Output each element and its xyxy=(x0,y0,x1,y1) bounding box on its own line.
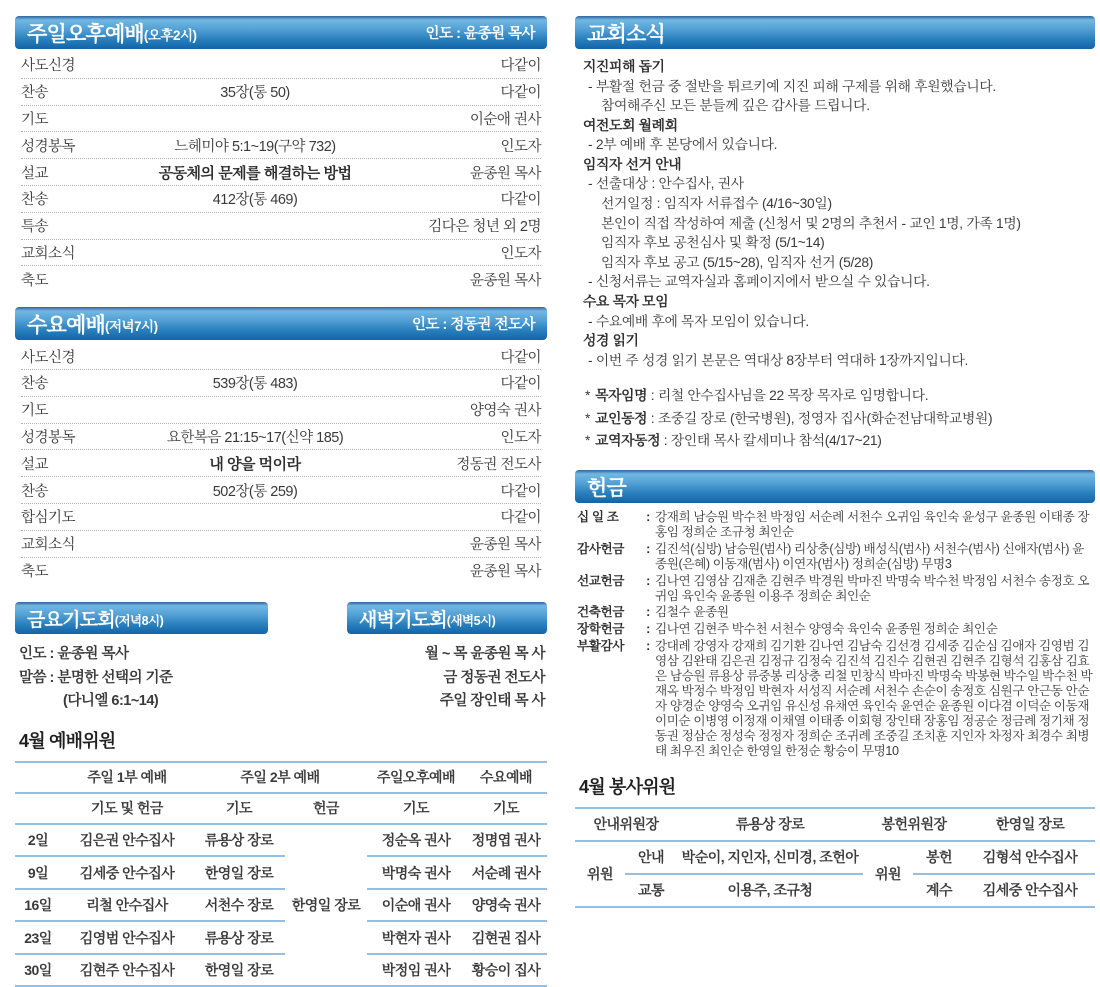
friday-scripture-ref: (다니엘 6:1~14) xyxy=(63,693,159,710)
order-item: 찬송 xyxy=(21,85,49,102)
order-person: 윤종원 목사 xyxy=(469,272,541,289)
first-service-cell: 김세중 안수집사 xyxy=(61,856,193,889)
note-text: : 조중길 장로 (한국병원), 정영자 집사(화순전남대학교병원) xyxy=(650,410,993,426)
news-line: 본인이 직접 작성하여 제출 (신청서 및 2명의 추천서 - 교인 1명, 가족 1명) xyxy=(601,215,1021,231)
worship-order-row xyxy=(21,397,541,424)
afternoon-cell: 박명숙 권사 xyxy=(367,856,465,889)
colon: : xyxy=(646,622,650,637)
worship-order-row-sermon xyxy=(21,450,541,477)
sub-header: 헌금 xyxy=(285,793,367,824)
date-cell: 2일 xyxy=(15,824,61,857)
offering-names: 강대례 강영자 강재희 김기환 김나연 김남숙 김선경 김세중 김순심 김애자 김영범 김영삼 김완태 김은권 김정규 김정숙 김진석 김진수 김현권 김현주 김형석 김홍삼 김효은 남승원 류용상 류중봉 리상충 리철 민창식 박마진 박명숙 박봉현 박수일 박수천 박재옥 박정수 박정임 박현자 서성직 서순례 서천수 손순이 송정호 심원구 안근동 안순자 양경순 양영숙 오귀임 유신성 유채연 육인숙 윤연순 윤종원 이다겸 이덕순 이동재 이미순 이병영 이정재 이채열 이태종 이회형 장인태 장홍임 정공순 정금례 정기채 정동권 정삼순 정성숙 정정자 정희순 조귀례 조중길 조치훈 지인자 차정자 최경수 최병태 최우진 최인순 한영일 한정순 황승이 무명10 xyxy=(655,638,1093,759)
order-item: 축도 xyxy=(21,272,49,289)
news-line: - 수요예배 후에 목자 모임이 있습니다. xyxy=(588,313,809,329)
order-person: 다같이 xyxy=(500,85,541,102)
dawn-prayer-header-bar xyxy=(347,602,547,634)
dawn-line: 월 ~ 목 윤종원 목 사 xyxy=(424,646,545,663)
sub-header-row xyxy=(15,793,547,824)
table-row xyxy=(15,921,547,954)
worship-order-row xyxy=(21,558,541,584)
order-detail: 412장(통 469) xyxy=(212,192,298,209)
offering-label: 부활감사 xyxy=(577,638,625,653)
church-news-header-bar xyxy=(575,16,1095,49)
date-cell: 30일 xyxy=(15,954,61,987)
worship-order-row xyxy=(21,266,541,292)
offering-entry-mission xyxy=(577,574,1095,604)
prayer-meetings-row xyxy=(15,602,547,713)
worship-order-row xyxy=(21,531,541,558)
order-item: 설교 xyxy=(21,456,49,473)
offering-entry-easter xyxy=(577,639,1095,760)
news-heading: 여전도회 월례회 xyxy=(583,117,678,133)
date-cell: 23일 xyxy=(15,921,61,954)
table-row xyxy=(15,954,547,987)
worship-order-row xyxy=(21,343,541,370)
table-row xyxy=(15,889,547,922)
order-item: 찬송 xyxy=(21,376,49,393)
order-item: 축도 xyxy=(21,563,49,580)
news-line: 선거일정 : 임직자 서류접수 (4/16~30일) xyxy=(601,196,832,212)
note-text: : 리철 안수집사님을 22 목장 목자로 임명합니다. xyxy=(650,388,929,404)
table-row xyxy=(575,841,1095,874)
worship-order-list xyxy=(15,49,547,292)
section-sunday-afternoon-worship xyxy=(15,16,547,292)
order-person: 다같이 xyxy=(500,349,541,366)
first-service-cell: 김현주 안수집사 xyxy=(61,954,193,987)
section-title: 주일오후예배 xyxy=(27,22,144,46)
offering-label: 선교헌금 xyxy=(577,573,625,588)
news-line: - 선출대상 : 안수집사, 권사 xyxy=(588,176,744,192)
volunteers-table xyxy=(575,807,1095,908)
dawn-prayer-info xyxy=(294,643,547,713)
wednesday-cell: 황승이 집사 xyxy=(465,954,547,987)
section-leader: 인도 : 정동권 전도사 xyxy=(412,317,535,334)
count-member-cell: 김세중 안수집사 xyxy=(965,874,1095,907)
offering-names: 김철수 윤종원 xyxy=(655,605,729,620)
afternoon-cell: 정순옥 권사 xyxy=(367,824,465,857)
afternoon-cell: 박현자 권사 xyxy=(367,921,465,954)
wednesday-cell: 양영숙 권사 xyxy=(465,889,547,922)
note-label: 교인동정 xyxy=(595,410,648,426)
wednesday-header-bar xyxy=(15,307,547,340)
first-service-cell: 리철 안수집사 xyxy=(61,889,193,922)
section-time: (저녁8시) xyxy=(114,613,164,628)
news-line: 임직자 후보 공고 (5/15~28), 임직자 선거 (5/28) xyxy=(601,254,874,270)
note-staff-news xyxy=(585,430,1095,452)
second-service-prayer-cell: 류용상 장로 xyxy=(193,921,285,954)
empty-cell xyxy=(15,793,61,824)
left-column xyxy=(15,16,547,987)
col-group-wednesday-service: 수요예배 xyxy=(465,762,547,793)
offering-entry-building xyxy=(577,605,1095,620)
worship-order-row xyxy=(21,79,541,106)
offering-names: 김나연 김현주 박수천 서천수 양영숙 육인숙 윤종원 정희순 최인순 xyxy=(655,622,998,637)
section-time: (오후2시) xyxy=(143,28,197,43)
note-member-news xyxy=(585,408,1095,430)
colon: : xyxy=(646,573,650,588)
offering-header-bar xyxy=(575,470,1095,503)
order-detail: 502장(통 259) xyxy=(212,483,298,500)
guide-chair-cell: 류용상 장로 xyxy=(677,808,863,841)
date-cell: 16일 xyxy=(15,889,61,922)
order-item: 교회소식 xyxy=(21,537,76,554)
offering-chair-cell: 한영일 장로 xyxy=(965,808,1095,841)
offering-label: 감사헌금 xyxy=(577,542,625,556)
sermon-title: 내 양을 먹이라 xyxy=(209,455,301,473)
leader-label: 인도 xyxy=(19,646,47,663)
news-line: - 부활절 헌금 중 절반을 튀르키예 지진 피해 구제를 위해 후원했습니다. xyxy=(588,78,996,94)
dawn-line: 금 정동권 전도사 xyxy=(443,669,545,686)
volunteers-title: 4월 봉사위원 xyxy=(579,776,676,797)
first-service-cell: 김은권 안수집사 xyxy=(61,824,193,857)
note-shepherd-appointment xyxy=(585,385,1095,407)
order-person: 인도자 xyxy=(500,245,541,262)
section-time: (새벽5시) xyxy=(446,613,496,628)
order-person: 다같이 xyxy=(500,483,541,500)
offering-label: 장학헌금 xyxy=(577,622,625,637)
news-heading: 수요 목자 모임 xyxy=(583,293,669,309)
member-label-cell: 위원 xyxy=(863,841,913,907)
news-line: - 2부 예배 후 본당에서 있습니다. xyxy=(588,137,778,153)
traffic-row-label-cell: 교통 xyxy=(625,874,677,907)
news-heading: 성경 읽기 xyxy=(583,333,639,349)
order-item: 합심기도 xyxy=(21,510,76,527)
church-news-body xyxy=(575,57,1095,370)
order-person: 김다은 청년 외 2명 xyxy=(428,219,541,236)
asterisk-icon: * xyxy=(585,432,591,448)
offering-names: 김진석(심방) 남승원(범사) 리상충(심방) 배성식(범사) 서천수(범사) 신애자(범사) 윤종원(은혜) 이동재(범사) 이연자(범사) 정희순(심방) 무명3 xyxy=(655,542,1084,572)
news-heading: 지진피해 돕기 xyxy=(583,59,665,74)
second-service-prayer-cell: 한영일 장로 xyxy=(193,954,285,987)
sub-header: 기도 xyxy=(465,793,547,824)
worship-order-row xyxy=(21,240,541,267)
section-title: 교회소식 xyxy=(587,22,665,46)
order-item: 찬송 xyxy=(21,192,49,209)
worship-order-row xyxy=(21,186,541,213)
leader-value: : 윤종원 목사 xyxy=(49,646,129,663)
note-label: 목자임명 xyxy=(595,388,648,404)
order-detail: 느헤미야 5:1~19(구약 732) xyxy=(174,138,336,155)
offering-elder-cell: 한영일 장로 xyxy=(285,824,367,987)
note-text: : 장인태 목사 칼세미나 참석(4/17~21) xyxy=(663,432,882,448)
section-title: 수요예배 xyxy=(27,313,105,337)
sub-header: 기도 및 헌금 xyxy=(61,793,193,824)
second-service-prayer-cell: 류용상 장로 xyxy=(193,824,285,857)
word-label: 말씀 xyxy=(19,669,47,686)
col-group-second-service: 주일 2부 예배 xyxy=(193,762,367,793)
section-offering xyxy=(575,470,1095,759)
colon: : xyxy=(646,542,650,556)
offering-names: 김나연 김영삼 김재춘 김현주 박경원 박마진 박명숙 박수천 박정임 서천수 송정호 오귀임 육인숙 윤종원 이용주 정희순 최인순 xyxy=(655,573,1090,603)
word-value: : 분명한 선택의 기준 xyxy=(49,669,173,686)
order-person: 이순애 권사 xyxy=(469,111,541,128)
offering-label: 십 일 조 xyxy=(577,510,619,525)
order-person: 다같이 xyxy=(500,192,541,209)
guide-members-cell: 박순이, 지인자, 신미경, 조헌아 xyxy=(677,841,863,874)
offering-entry-thanks xyxy=(577,542,1095,572)
news-line: 참여해주신 모든 분들께 깊은 감사를 드립니다. xyxy=(601,98,870,114)
worship-order-row xyxy=(21,52,541,79)
news-line: - 신청서류는 교역자실과 홈페이지에서 받으실 수 있습니다. xyxy=(588,274,930,290)
order-person: 윤종원 목사 xyxy=(469,165,541,182)
table-row xyxy=(15,824,547,857)
first-service-cell: 김영범 안수집사 xyxy=(61,921,193,954)
friday-prayer-info xyxy=(15,643,268,713)
worship-order-row xyxy=(21,213,541,240)
colon: : xyxy=(646,638,650,653)
offering-entry-tithe xyxy=(577,510,1095,540)
order-person: 다같이 xyxy=(500,58,541,75)
worship-order-row xyxy=(21,132,541,159)
news-line: 임직자 후보 공천심사 및 확정 (5/1~14) xyxy=(601,235,825,251)
dawn-line: 주일 장인태 목 사 xyxy=(439,693,545,710)
news-line: - 이번 주 성경 읽기 본문은 역대상 8장부터 역대하 1장까지입니다. xyxy=(588,352,969,368)
order-detail: 35장(통 50) xyxy=(220,85,290,102)
news-heading: 임직자 선거 안내 xyxy=(583,156,682,172)
worship-order-row xyxy=(21,424,541,451)
order-item: 설교 xyxy=(21,165,49,182)
section-church-news xyxy=(575,16,1095,452)
order-person: 인도자 xyxy=(500,138,541,155)
colon: : xyxy=(646,510,650,525)
offering-entry-scholarship xyxy=(577,622,1095,637)
order-person: 인도자 xyxy=(500,429,541,446)
offering-body xyxy=(575,510,1095,759)
member-label-cell: 위원 xyxy=(575,841,625,907)
worship-order-row xyxy=(21,504,541,531)
sunday-afternoon-header-bar xyxy=(15,16,547,49)
order-item: 기도 xyxy=(21,403,49,420)
section-leader: 인도 : 윤종원 목사 xyxy=(425,26,535,42)
order-person: 정동권 전도사 xyxy=(456,456,541,473)
order-person: 다같이 xyxy=(500,510,541,527)
table-row xyxy=(575,808,1095,841)
order-detail: 539장(통 483) xyxy=(212,376,298,393)
worship-committee-title: 4월 예배위원 xyxy=(19,730,116,751)
dawn-prayer-block xyxy=(294,602,547,713)
order-person: 윤종원 목사 xyxy=(469,563,541,580)
traffic-members-cell: 이용주, 조규청 xyxy=(677,874,863,907)
section-title: 헌금 xyxy=(587,476,626,500)
worship-order-row xyxy=(21,477,541,504)
second-service-prayer-cell: 서천수 장로 xyxy=(193,889,285,922)
friday-word-line xyxy=(19,667,268,690)
note-label: 교역자동정 xyxy=(595,432,661,448)
announcement-notes xyxy=(575,385,1095,452)
worship-committee-table xyxy=(15,761,547,987)
order-item: 특송 xyxy=(21,219,49,236)
friday-prayer-header-bar xyxy=(15,602,268,634)
offering-names: 강재희 남승원 박수천 박정임 서순례 서천수 오귀임 육인숙 윤성구 윤종원 이태종 장홍임 정희순 조규청 최인순 xyxy=(655,510,1090,540)
worship-order-row xyxy=(21,370,541,397)
section-wednesday-worship xyxy=(15,307,547,583)
wednesday-cell: 정명엽 권사 xyxy=(465,824,547,857)
offering-chair-label-cell: 봉헌위원장 xyxy=(863,808,965,841)
order-item: 기도 xyxy=(21,111,49,128)
col-group-first-service: 주일 1부 예배 xyxy=(61,762,193,793)
colon: : xyxy=(646,605,650,620)
guide-row-label-cell: 안내 xyxy=(625,841,677,874)
offering-label: 건축헌금 xyxy=(577,605,625,620)
offering-member-cell: 김형석 안수집사 xyxy=(965,841,1095,874)
sermon-title: 공동체의 문제를 해결하는 방법 xyxy=(158,164,352,182)
table-row xyxy=(575,874,1095,907)
wednesday-cell: 김현권 집사 xyxy=(465,921,547,954)
order-item: 성경봉독 xyxy=(21,429,76,446)
table-row xyxy=(15,856,547,889)
date-cell: 9일 xyxy=(15,856,61,889)
offering-row-label-cell: 봉헌 xyxy=(913,841,965,874)
count-row-label-cell: 계수 xyxy=(913,874,965,907)
order-item: 교회소식 xyxy=(21,245,76,262)
sub-header: 기도 xyxy=(367,793,465,824)
guide-chair-label-cell: 안내위원장 xyxy=(575,808,677,841)
second-service-prayer-cell: 한영일 장로 xyxy=(193,856,285,889)
right-column xyxy=(575,16,1095,987)
worship-order-row xyxy=(21,106,541,133)
order-item: 찬송 xyxy=(21,483,49,500)
order-detail: 요한복음 21:15~17(신약 185) xyxy=(166,429,344,446)
wednesday-cell: 서순례 권사 xyxy=(465,856,547,889)
group-header-row xyxy=(15,762,547,793)
order-person: 윤종원 목사 xyxy=(469,537,541,554)
friday-leader-line xyxy=(19,643,268,666)
section-time: (저녁7시) xyxy=(104,319,158,335)
worship-order-list xyxy=(15,340,547,583)
empty-cell xyxy=(15,762,61,793)
asterisk-icon: * xyxy=(585,410,591,426)
afternoon-cell: 박정임 권사 xyxy=(367,954,465,987)
order-person: 양영숙 권사 xyxy=(469,403,541,420)
order-item: 사도신경 xyxy=(21,349,76,366)
sub-header: 기도 xyxy=(193,793,285,824)
order-item: 성경봉독 xyxy=(21,138,76,155)
worship-order-row-sermon xyxy=(21,159,541,186)
col-group-afternoon-service: 주일오후예배 xyxy=(367,762,465,793)
afternoon-cell: 이순애 권사 xyxy=(367,889,465,922)
order-person: 다같이 xyxy=(500,376,541,393)
order-item: 사도신경 xyxy=(21,58,76,75)
section-title: 새벽기도회 xyxy=(359,609,447,631)
section-title: 금요기도회 xyxy=(27,609,115,631)
friday-prayer-block xyxy=(15,602,268,713)
asterisk-icon: * xyxy=(585,388,591,404)
